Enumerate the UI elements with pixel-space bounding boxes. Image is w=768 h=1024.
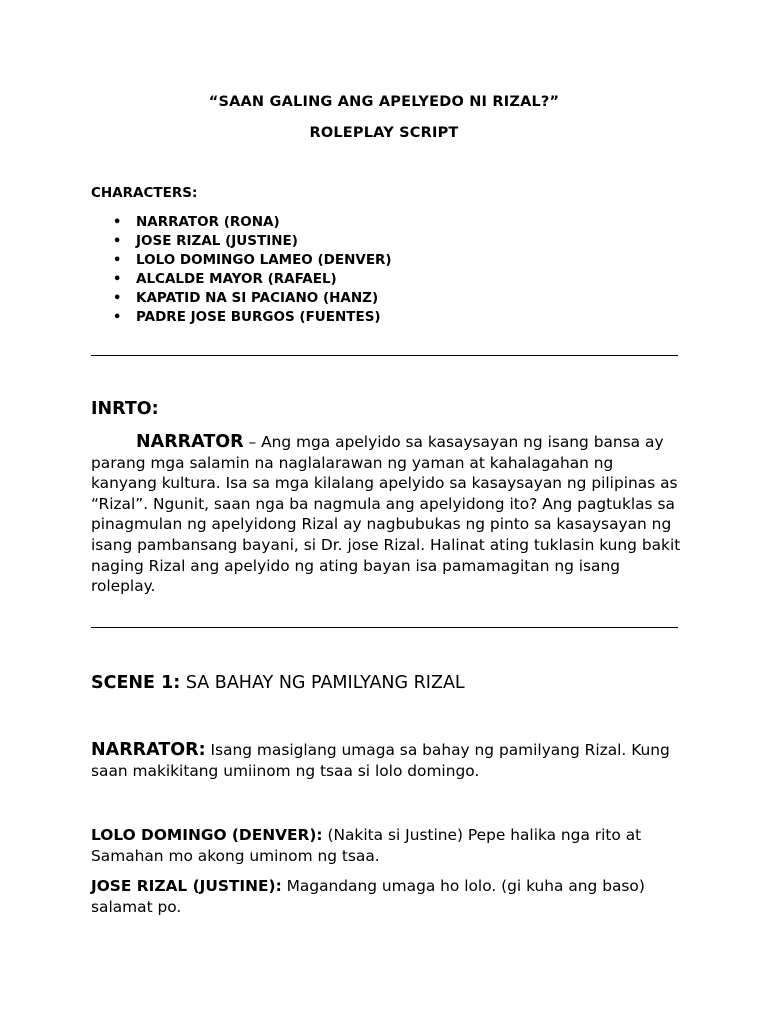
speaker-label: NARRATOR: [136, 432, 244, 452]
list-item: [91, 289, 392, 308]
bullet-icon: •: [113, 310, 122, 325]
character-name: ALCALDE MAYOR (RAFAEL): [136, 271, 337, 287]
speaker-label: JOSE RIZAL (JUSTINE):: [91, 877, 282, 895]
dialogue-line: [91, 876, 681, 917]
document-title: “SAAN GALING ANG APELYEDO NI RIZAL?”: [208, 94, 560, 110]
character-name: KAPATID NA SI PACIANO (HANZ): [136, 290, 379, 306]
bullet-icon: •: [113, 291, 122, 306]
divider: [91, 627, 678, 628]
intro-paragraph: [91, 432, 681, 597]
character-name: LOLO DOMINGO LAMEO (DENVER): [136, 252, 392, 268]
list-item: [91, 308, 392, 327]
bullet-icon: •: [113, 253, 122, 268]
dialogue-text: (Nakita si Justine) Pepe halika nga rito at Samahan mo akong uminom ng tsaa.: [91, 826, 642, 865]
bullet-icon: •: [113, 272, 122, 287]
bullet-icon: •: [113, 215, 122, 230]
divider: [91, 355, 678, 356]
bullet-icon: •: [113, 234, 122, 249]
dialogue-text: Magandang umaga ho lolo. (gi kuha ang baso) salamat po.: [91, 877, 645, 916]
dialogue-line: [91, 740, 681, 781]
scene-title: SA BAHAY NG PAMILYANG RIZAL: [180, 673, 465, 693]
characters-list: [91, 213, 392, 327]
character-name: JOSE RIZAL (JUSTINE): [136, 233, 298, 249]
dialogue-line: [91, 825, 681, 866]
intro-text: – Ang mga apelyido sa kasaysayan ng isang bansa ay parang mga salamin na naglalarawan ng yaman at kahalagahan ng kanyang kultura. Isa sa mga kilalang apelyido sa kasaysayan ng pilipinas as “Rizal”. Ngunit, saan nga ba nagmula ang apelyidong ito? Ang pagtuklas sa pinagmulan ng apelyidong Rizal ay nagbubukas ng pinto sa kasaysayan ng isang pambansang bayani, si Dr. jose Rizal. Halinat ating tuklasin kung bakit naging Rizal ang apelyido ng ating bayan isa pamamagitan ng isang roleplay.: [91, 433, 681, 596]
character-name: NARRATOR (RONA): [136, 214, 280, 230]
speaker-label: NARRATOR:: [91, 740, 206, 760]
dialogue-text: Isang masiglang umaga sa bahay ng pamilyang Rizal. Kung saan makikitang umiinom ng tsaa si lolo domingo.: [91, 741, 670, 780]
characters-heading: CHARACTERS:: [91, 185, 198, 201]
scene-heading: [91, 673, 465, 693]
document-subtitle: ROLEPLAY SCRIPT: [309, 125, 459, 141]
speaker-label: LOLO DOMINGO (DENVER):: [91, 826, 323, 844]
list-item: [91, 251, 392, 270]
list-item: [91, 213, 392, 232]
list-item: [91, 232, 392, 251]
list-item: [91, 270, 392, 289]
character-name: PADRE JOSE BURGOS (FUENTES): [136, 309, 381, 325]
intro-heading: INRTO:: [91, 399, 159, 419]
scene-label: SCENE 1:: [91, 673, 181, 693]
